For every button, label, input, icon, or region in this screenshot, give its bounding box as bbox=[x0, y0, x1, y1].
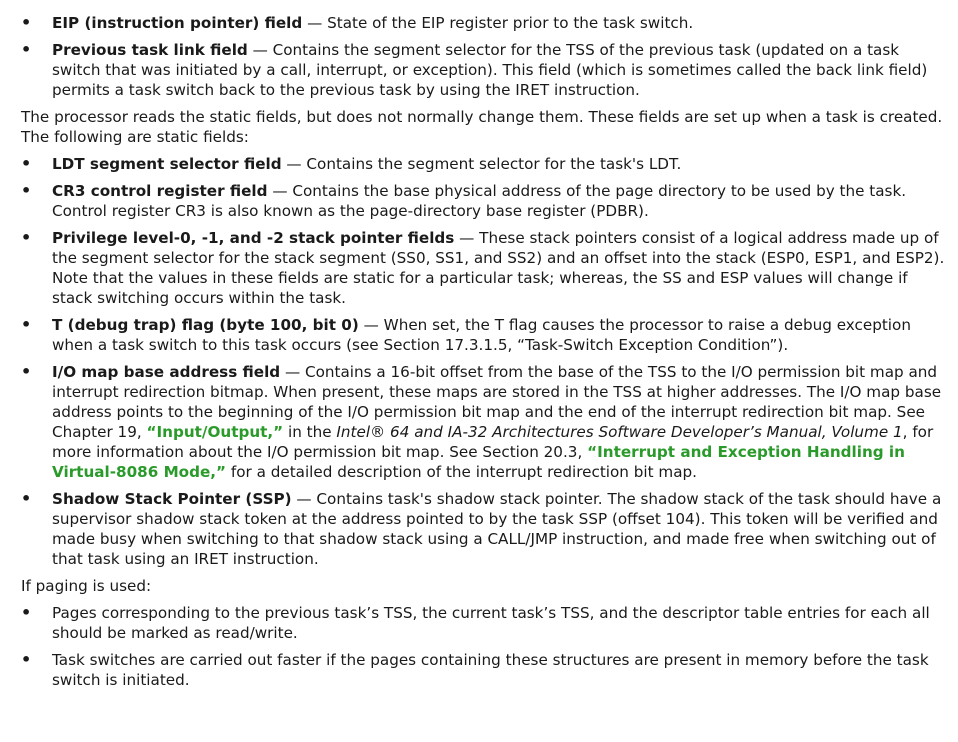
paging-list bbox=[21, 603, 950, 690]
bullet: • bbox=[21, 228, 32, 247]
bullet: • bbox=[21, 650, 32, 669]
paging-intro: If paging is used: bbox=[21, 577, 152, 595]
field-term: I/O map base address field bbox=[52, 363, 281, 381]
list-item-shadow-stack-pointer bbox=[21, 489, 950, 569]
bullet: • bbox=[21, 13, 32, 32]
static-fields-intro: The processor reads the static fields, but does not normally change them. These fields are set up when a task is created. The following are static fields: bbox=[21, 108, 943, 146]
list-item-text: Pages corresponding to the previous task’s TSS, the current task’s TSS, and the descriptor table entries for each all should be marked as read/write. bbox=[52, 604, 930, 642]
field-description: — Contains the segment selector for the TSS of the previous task (updated on a task switch that was initiated by a call, interrupt, or exception). This field (which is sometimes called the back link field) permits a task switch back to the previous task by using the IRET instruction. bbox=[52, 41, 928, 99]
field-description: — Contains a 16-bit offset from the base of the TSS to the I/O permission bit map and interrupt redirection bitmap. When present, these maps are stored in the TSS at higher addresses. The I/O map base address points to the beginning of the I/O permission bit map and the end of the interrupt redirection bit map. See Chapter 19, bbox=[52, 363, 942, 441]
field-term: CR3 control register field bbox=[52, 182, 268, 200]
manual-title: Intel® 64 and IA-32 Architectures Software Developer’s Manual, Volume 1 bbox=[336, 423, 903, 441]
bullet: • bbox=[21, 603, 32, 622]
field-description: — These stack pointers consist of a logical address made up of the segment selector for the stack segment (SS0, SS1, and SS2) and an offset into the stack (ESP0, ESP1, and ESP2). Note that the values in these fields are static for a particular task; whereas, the SS and ESP values will change if stack switching occurs within the task. bbox=[52, 229, 945, 307]
field-description: — Contains the base physical address of the page directory to be used by the task. Control register CR3 is also known as the page-directory base register (PDBR). bbox=[52, 182, 907, 220]
field-term: Previous task link field bbox=[52, 41, 248, 59]
field-term: EIP (instruction pointer) field bbox=[52, 14, 303, 32]
field-description: — Contains task's shadow stack pointer. The shadow stack of the task should have a supervisor shadow stack token at the address pointed to by the task SSP (offset 104). This token will be verified and made busy when switching to that shadow stack using a CALL/JMP instruction, and made free when switching out of that task using an IRET instruction. bbox=[52, 490, 942, 568]
field-description: for a detailed description of the interrupt redirection bit map. bbox=[226, 463, 697, 481]
bullet: • bbox=[21, 489, 32, 508]
field-description: in the bbox=[283, 423, 337, 441]
bullet: • bbox=[21, 315, 32, 334]
dynamic-fields-list bbox=[21, 13, 950, 100]
virtual-8086-link[interactable]: “Interrupt and Exception Handling in Virtual-8086 Mode,” bbox=[52, 443, 905, 481]
input-output-link[interactable]: “Input/Output,” bbox=[146, 423, 284, 441]
field-description: — When set, the T flag causes the processor to raise a debug exception when a task switch to this task occurs (see Section 17.3.1.5, “Task-Switch Exception Condition”). bbox=[52, 316, 911, 354]
field-term: Privilege level-0, -1, and -2 stack pointer fields bbox=[52, 229, 455, 247]
static-fields-list bbox=[21, 154, 950, 569]
bullet: • bbox=[21, 40, 32, 59]
field-description: , for more information about the I/O permission bit map. See Section 20.3, bbox=[52, 423, 934, 461]
list-item-ldt-selector bbox=[21, 154, 950, 174]
bullet: • bbox=[21, 362, 32, 381]
list-item-previous-task-link bbox=[21, 40, 950, 100]
field-description: — Contains the segment selector for the task's LDT. bbox=[281, 155, 682, 173]
field-term: LDT segment selector field bbox=[52, 155, 282, 173]
field-description: — State of the EIP register prior to the task switch. bbox=[302, 14, 694, 32]
field-term: Shadow Stack Pointer (SSP) bbox=[52, 490, 292, 508]
list-item-faster-switches bbox=[21, 650, 950, 690]
list-item-stack-pointers bbox=[21, 228, 950, 308]
field-term: T (debug trap) flag (byte 100, bit 0) bbox=[52, 316, 359, 334]
bullet: • bbox=[21, 154, 32, 173]
list-item-debug-trap-flag bbox=[21, 315, 950, 355]
list-item-pages-read-write bbox=[21, 603, 950, 643]
list-item-io-map-base bbox=[21, 362, 950, 482]
list-item-text: Task switches are carried out faster if the pages containing these structures are present in memory before the task switch is initiated. bbox=[52, 651, 929, 689]
list-item-cr3-register bbox=[21, 181, 950, 221]
bullet: • bbox=[21, 181, 32, 200]
list-item-eip-field bbox=[21, 13, 950, 33]
